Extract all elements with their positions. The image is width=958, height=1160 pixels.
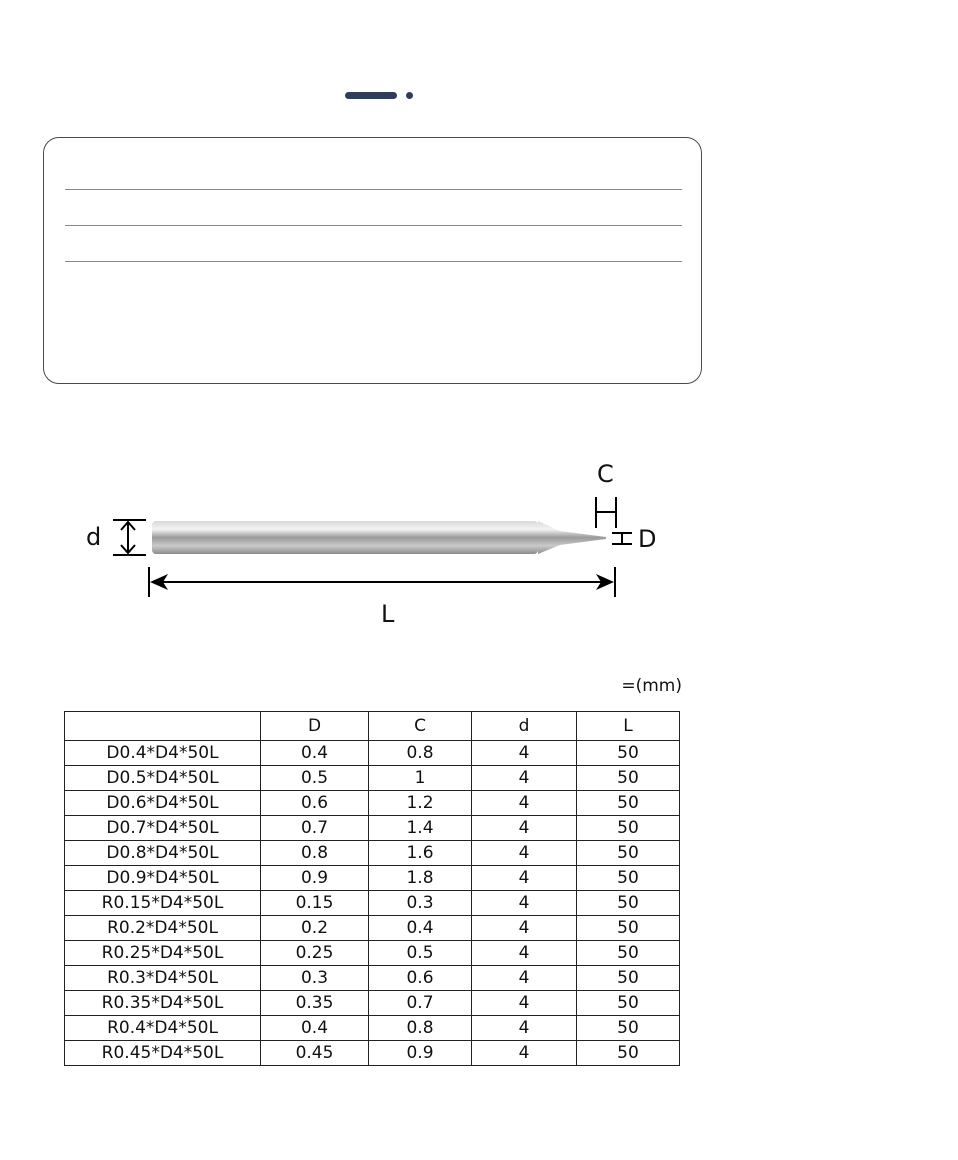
value-cell: 0.5 [369, 941, 472, 966]
value-cell: 0.15 [261, 891, 369, 916]
spec-info-box [43, 137, 702, 384]
value-cell: 0.35 [261, 991, 369, 1016]
model-cell: R0.2*D4*50L [65, 916, 261, 941]
value-cell: 0.5 [261, 766, 369, 791]
model-cell: D0.8*D4*50L [65, 841, 261, 866]
value-cell: 4 [472, 966, 577, 991]
value-cell: 1.8 [369, 866, 472, 891]
table-row [65, 891, 680, 916]
value-cell: 1.4 [369, 816, 472, 841]
spec-divider [65, 189, 682, 190]
model-cell: R0.25*D4*50L [65, 941, 261, 966]
dim-label-D: D [638, 525, 657, 553]
value-cell: 0.4 [369, 916, 472, 941]
column-header: L [577, 712, 680, 741]
dim-c-marker [596, 497, 616, 528]
value-cell: 0.7 [261, 816, 369, 841]
spec-divider [65, 261, 682, 262]
value-cell: 4 [472, 1041, 577, 1066]
value-cell: 0.8 [369, 741, 472, 766]
model-cell: D0.6*D4*50L [65, 791, 261, 816]
value-cell: 4 [472, 766, 577, 791]
value-cell: 4 [472, 841, 577, 866]
value-cell: 50 [577, 966, 680, 991]
value-cell: 4 [472, 741, 577, 766]
dim-L-marker [149, 567, 615, 597]
value-cell: 0.4 [261, 741, 369, 766]
table-body [65, 741, 680, 1066]
value-cell: 50 [577, 816, 680, 841]
dim-label-c: C [597, 460, 614, 488]
dim-d-marker [113, 520, 146, 555]
model-cell: R0.3*D4*50L [65, 966, 261, 991]
value-cell: 0.3 [261, 966, 369, 991]
value-cell: 0.7 [369, 991, 472, 1016]
model-cell: D0.5*D4*50L [65, 766, 261, 791]
value-cell: 0.3 [369, 891, 472, 916]
tool-dimension-drawing [0, 440, 958, 640]
value-cell: 4 [472, 816, 577, 841]
value-cell: 0.8 [369, 1016, 472, 1041]
table-header-row [65, 712, 680, 741]
value-cell: 0.6 [369, 966, 472, 991]
model-cell: R0.15*D4*50L [65, 891, 261, 916]
column-header: C [369, 712, 472, 741]
value-cell: 1.2 [369, 791, 472, 816]
value-cell: 50 [577, 841, 680, 866]
value-cell: 50 [577, 891, 680, 916]
table-row [65, 866, 680, 891]
dim-D-marker [612, 533, 632, 544]
column-header: D [261, 712, 369, 741]
value-cell: 50 [577, 941, 680, 966]
header-accent-dot [406, 92, 413, 99]
model-cell: R0.4*D4*50L [65, 1016, 261, 1041]
value-cell: 4 [472, 941, 577, 966]
value-cell: 50 [577, 991, 680, 1016]
value-cell: 0.9 [261, 866, 369, 891]
model-cell: D0.4*D4*50L [65, 741, 261, 766]
value-cell: 1.6 [369, 841, 472, 866]
value-cell: 0.25 [261, 941, 369, 966]
value-cell: 0.8 [261, 841, 369, 866]
value-cell: 1 [369, 766, 472, 791]
table-row [65, 1041, 680, 1066]
table-row [65, 1016, 680, 1041]
value-cell: 50 [577, 1041, 680, 1066]
table-row [65, 741, 680, 766]
column-header [65, 712, 261, 741]
column-header: d [472, 712, 577, 741]
table-row [65, 916, 680, 941]
value-cell: 4 [472, 791, 577, 816]
table-row [65, 766, 680, 791]
table-row [65, 791, 680, 816]
value-cell: 4 [472, 866, 577, 891]
value-cell: 50 [577, 866, 680, 891]
model-cell: D0.7*D4*50L [65, 816, 261, 841]
model-cell: R0.45*D4*50L [65, 1041, 261, 1066]
table-row [65, 941, 680, 966]
table-row [65, 841, 680, 866]
spec-divider [65, 225, 682, 226]
value-cell: 4 [472, 991, 577, 1016]
dim-label-d: d [86, 523, 102, 551]
table-row [65, 816, 680, 841]
value-cell: 0.45 [261, 1041, 369, 1066]
model-cell: R0.35*D4*50L [65, 991, 261, 1016]
dim-label-L: L [381, 600, 395, 628]
value-cell: 4 [472, 891, 577, 916]
value-cell: 0.9 [369, 1041, 472, 1066]
value-cell: 50 [577, 741, 680, 766]
value-cell: 50 [577, 766, 680, 791]
model-cell: D0.9*D4*50L [65, 866, 261, 891]
table-row [65, 966, 680, 991]
unit-note: =(mm) [621, 676, 682, 696]
header-accent-bar [345, 92, 397, 99]
spec-table [64, 711, 680, 1066]
table-row [65, 991, 680, 1016]
value-cell: 50 [577, 916, 680, 941]
value-cell: 0.6 [261, 791, 369, 816]
value-cell: 0.4 [261, 1016, 369, 1041]
value-cell: 4 [472, 1016, 577, 1041]
value-cell: 50 [577, 1016, 680, 1041]
value-cell: 0.2 [261, 916, 369, 941]
value-cell: 50 [577, 791, 680, 816]
value-cell: 4 [472, 916, 577, 941]
tool-shank [152, 521, 538, 554]
